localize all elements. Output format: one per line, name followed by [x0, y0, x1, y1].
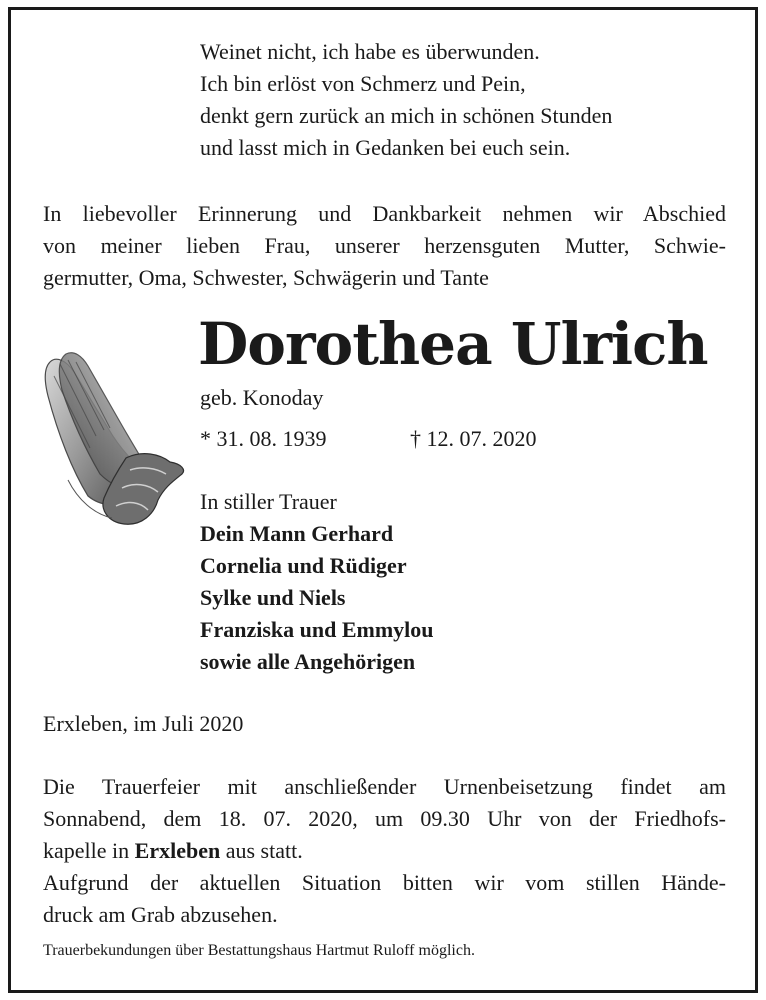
poem-line: denkt gern zurück an mich in schönen Stunden: [200, 103, 613, 128]
ceremony-text-part: kapelle in: [43, 838, 135, 863]
birth-date: * 31. 08. 1939: [200, 426, 327, 451]
mourner-name: Dein Mann Gerhard: [200, 521, 394, 546]
poem: [200, 36, 612, 164]
poem-line: Weinet nicht, ich habe es überwunden.: [200, 39, 540, 64]
footer-note: Trauerbekundungen über Bestattungshaus Hartmut Ruloff möglich.: [43, 942, 475, 959]
mourner-name: Sylke und Niels: [200, 585, 346, 610]
intro-line: von meiner lieben Frau, unserer herzensguten Mutter, Schwie-: [43, 233, 726, 258]
ceremony-place: Erxleben: [134, 838, 221, 863]
ceremony-text-part: aus statt.: [220, 838, 303, 863]
ceremony-line: druck am Grab abzusehen.: [43, 902, 278, 927]
mourner-name: sowie alle Angehörigen: [200, 649, 416, 674]
ceremony-line: Aufgrund der aktuellen Situation bitten wir vom stillen Hände-: [43, 870, 726, 895]
intro-line: In liebevoller Erinnerung und Dankbarkeit nehmen wir Abschied: [43, 201, 726, 226]
mourners-heading: In stiller Trauer: [200, 489, 337, 514]
ceremony-line: Sonnabend, dem 18. 07. 2020, um 09.30 Uhr von der Friedhofs-: [43, 806, 726, 831]
poem-line: Ich bin erlöst von Schmerz und Pein,: [200, 71, 526, 96]
intro-text: [43, 198, 726, 294]
mourner-name: Franziska und Emmylou: [200, 617, 434, 642]
ceremony-line: [43, 835, 726, 867]
mourners-block: [200, 486, 434, 678]
praying-hands-icon: [38, 350, 188, 528]
deceased-name: Dorothea Ulrich: [198, 310, 708, 378]
death-date: † 12. 07. 2020: [410, 426, 537, 451]
poem-line: und lasst mich in Gedanken bei euch sein.: [200, 135, 571, 160]
place-date: Erxleben, im Juli 2020: [43, 711, 244, 736]
maiden-name: geb. Konoday: [200, 385, 324, 410]
ceremony-text: [43, 771, 726, 931]
mourner-name: Cornelia und Rüdiger: [200, 553, 407, 578]
intro-line: germutter, Oma, Schwester, Schwägerin und Tante: [43, 265, 489, 290]
ceremony-line: Die Trauerfeier mit anschließender Urnenbeisetzung findet am: [43, 774, 726, 799]
